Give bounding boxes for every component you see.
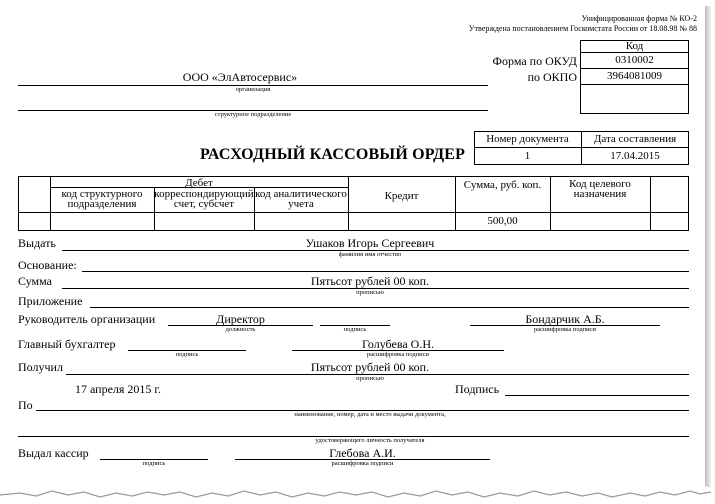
basis-label: Основание: bbox=[18, 258, 77, 272]
accountant-label: Главный бухгалтер bbox=[18, 337, 116, 351]
accountant-name-hint: расшифровка подписи bbox=[366, 351, 430, 358]
id-hint: удостоверяющего личность получателя bbox=[315, 437, 425, 444]
code-box-divider bbox=[580, 68, 689, 69]
number-value: 1 bbox=[524, 150, 531, 162]
code-box-divider bbox=[580, 52, 689, 53]
col-credit: Кредит bbox=[384, 190, 419, 202]
received-value: Пятьсот рублей 00 коп. bbox=[310, 360, 430, 374]
accountant-name: Голубева О.Н. bbox=[362, 337, 434, 351]
form-line: Унифицированная форма № КО-2 bbox=[581, 14, 697, 23]
number-header: Номер документа bbox=[486, 133, 569, 145]
torn-edge bbox=[0, 486, 715, 504]
basis-line bbox=[82, 271, 689, 272]
amount-hint: прописью bbox=[356, 289, 384, 296]
head-name: Бондарчик А.Б. bbox=[525, 312, 605, 326]
head-label: Руководитель организации bbox=[18, 312, 156, 326]
issue-label: Выдать bbox=[18, 236, 56, 250]
head-position-hint: должность bbox=[225, 326, 256, 333]
signature-label: Подпись bbox=[455, 382, 500, 396]
col-purpose: Код целевого назначения bbox=[569, 178, 631, 200]
page-shadow bbox=[705, 6, 711, 488]
okud-value: 0310002 bbox=[615, 54, 654, 66]
date-written: 17 апреля 2015 г. bbox=[75, 382, 161, 396]
by-hint: наименование, номер, дата и место выдачи документа, bbox=[294, 411, 446, 418]
received-hint: прописью bbox=[356, 375, 384, 382]
date-value: 17.04.2015 bbox=[610, 150, 660, 162]
head-name-hint: расшифровка подписи bbox=[533, 326, 597, 333]
issue-hint: фамилия имя отчество bbox=[338, 251, 402, 258]
attachment-line bbox=[90, 307, 689, 308]
okpo-value: 3964081009 bbox=[607, 70, 662, 82]
table-header-divider bbox=[18, 212, 689, 213]
organization-hint: организация bbox=[235, 86, 271, 93]
cashier-label: Выдал кассир bbox=[18, 446, 89, 460]
col-account: корреспондирующий счет, субсчет bbox=[154, 188, 254, 210]
received-label: Получил bbox=[18, 360, 63, 374]
cashier-name: Глебова А.И. bbox=[329, 446, 396, 460]
accountant-sign-hint: подпись bbox=[175, 351, 199, 358]
document-title: РАСХОДНЫЙ КАССОВЫЙ ОРДЕР bbox=[200, 146, 466, 163]
col-analytic: код аналитического учета bbox=[255, 188, 347, 210]
by-label: По bbox=[18, 398, 33, 412]
attachment-label: Приложение bbox=[18, 294, 83, 308]
cashier-sign-hint: подпись bbox=[142, 460, 166, 467]
division-hint: структурное подразделение bbox=[214, 111, 292, 118]
col-sum: Сумма, руб. коп. bbox=[463, 179, 542, 191]
organization-name: ООО «ЭлАвтосервис» bbox=[182, 70, 298, 84]
code-header: Код bbox=[625, 40, 644, 52]
date-header: Дата составления bbox=[593, 133, 677, 145]
amount-value: Пятьсот рублей 00 коп. bbox=[310, 274, 430, 288]
cashier-name-hint: расшифровка подписи bbox=[331, 460, 394, 467]
code-box-divider bbox=[580, 84, 689, 85]
okud-label: Форма по ОКУД bbox=[492, 54, 577, 68]
approved-line: Утверждена постановлением Госкомстата России от 18.08.98 № 88 bbox=[468, 24, 697, 33]
table-col bbox=[348, 176, 349, 231]
table-col bbox=[650, 176, 651, 231]
issue-value: Ушаков Игорь Сергеевич bbox=[305, 236, 435, 250]
debit-header: Дебет bbox=[185, 177, 213, 189]
signature-line bbox=[505, 395, 689, 396]
col-division: код структурного подразделения bbox=[61, 188, 143, 210]
amount-label: Сумма bbox=[18, 274, 52, 288]
sum-value: 500,00 bbox=[487, 215, 518, 227]
head-position: Директор bbox=[216, 312, 265, 326]
okpo-label: по ОКПО bbox=[527, 70, 577, 84]
head-sign-hint: подпись bbox=[343, 326, 367, 333]
